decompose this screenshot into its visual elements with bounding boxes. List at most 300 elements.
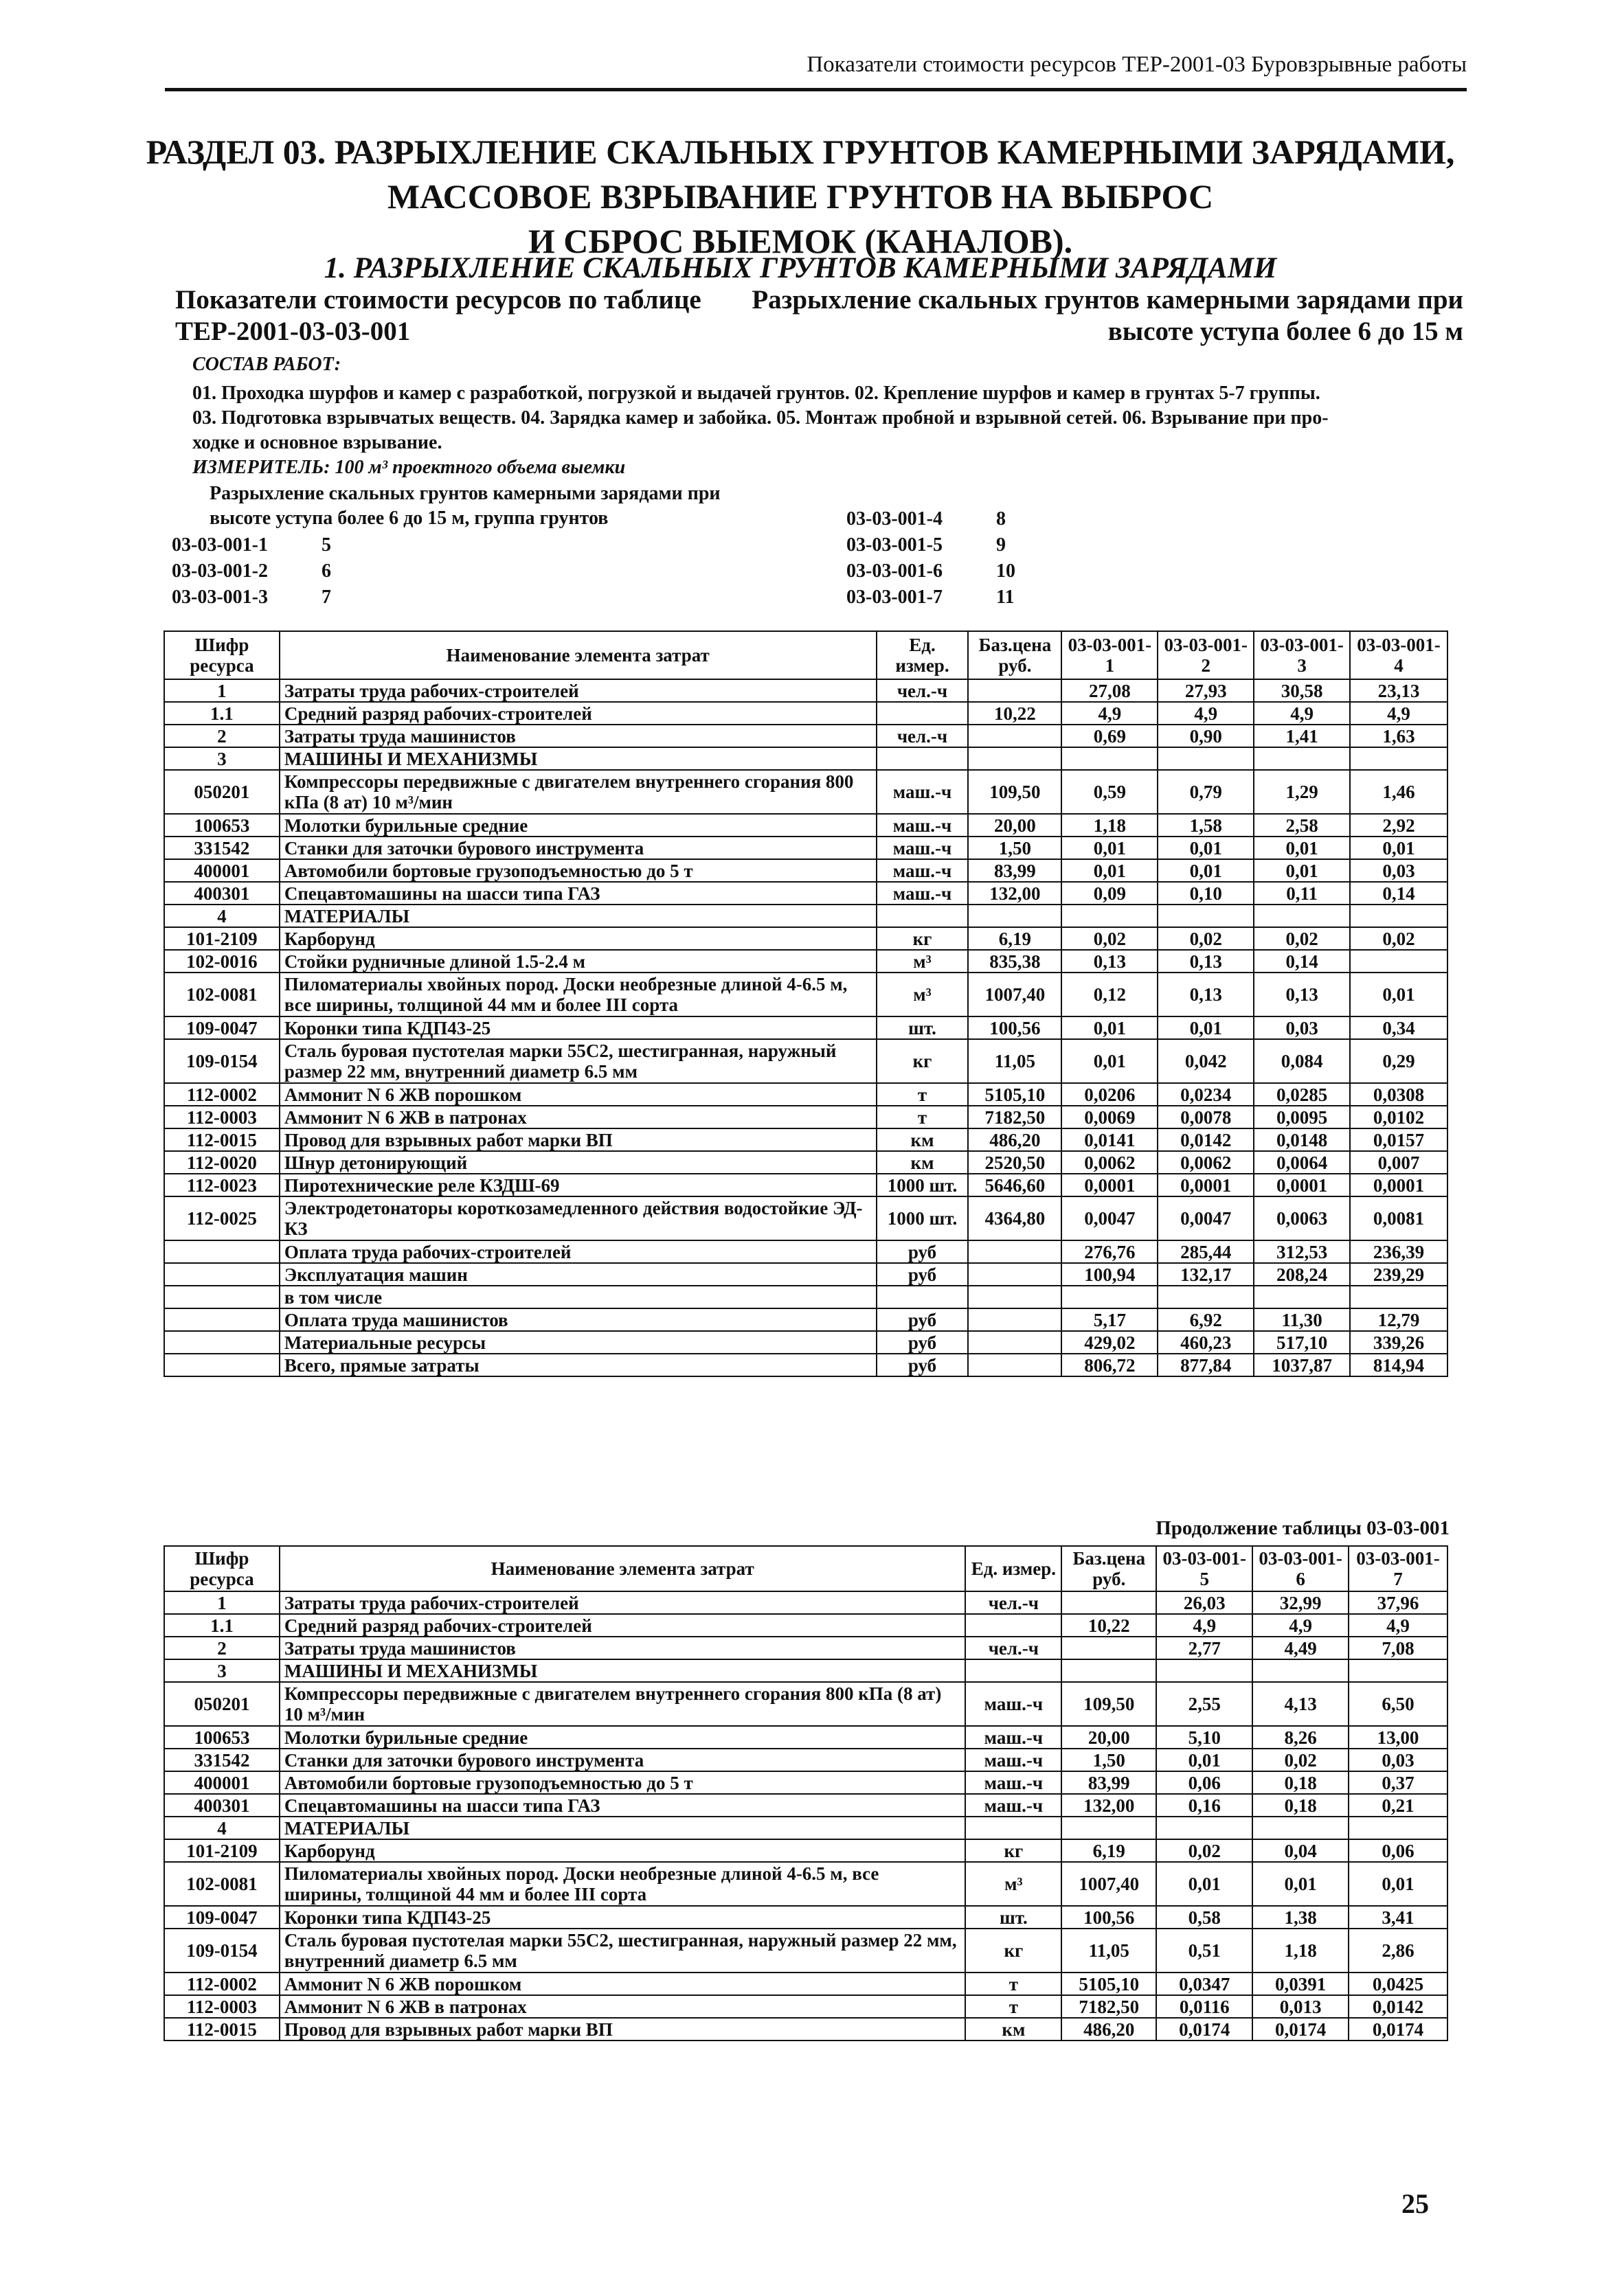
rate-value: 37,96 xyxy=(1349,1591,1447,1614)
resource-name: Аммонит N 6 ЖВ порошком xyxy=(280,1083,877,1106)
total-value: 460,23 xyxy=(1158,1331,1254,1354)
empty-cell xyxy=(164,1354,280,1376)
rate-value: 0,14 xyxy=(1350,882,1447,905)
rate-value: 0,02 xyxy=(1252,1749,1349,1771)
col-header-rate: 03-03-001-2 xyxy=(1158,631,1254,679)
code-row xyxy=(846,558,1015,584)
resource-name: МАТЕРИАЛЫ xyxy=(280,905,877,927)
resource-name: Средний разряд рабочих-строителей xyxy=(280,1614,966,1637)
rate-value: 0,0078 xyxy=(1158,1106,1254,1128)
base-price: 5105,10 xyxy=(968,1083,1061,1106)
work-heading: СОСТАВ РАБОТ: xyxy=(192,354,341,375)
base-price: 7182,50 xyxy=(968,1106,1061,1128)
base-price xyxy=(968,747,1061,770)
table-row xyxy=(164,1906,1447,1929)
unit: маш.-ч xyxy=(877,882,969,905)
resource-code: 101-2109 xyxy=(164,1839,280,1862)
total-value: 132,17 xyxy=(1158,1263,1254,1286)
rate-value: 0,0047 xyxy=(1061,1196,1158,1240)
rate-value xyxy=(1061,905,1158,927)
total-value: 1037,87 xyxy=(1254,1354,1350,1376)
unit: км xyxy=(965,2018,1061,2041)
base-price: 7182,50 xyxy=(1061,1995,1156,2018)
rate-value: 0,0234 xyxy=(1158,1083,1254,1106)
rate-value: 8,26 xyxy=(1252,1726,1349,1749)
base-price: 835,38 xyxy=(968,950,1061,973)
rate-value: 0,0285 xyxy=(1254,1083,1350,1106)
rate-value: 1,18 xyxy=(1252,1929,1349,1973)
subsection-title: 1. РАЗРЫХЛЕНИЕ СКАЛЬНЫХ ГРУНТОВ КАМЕРНЫМИ ЗАРЯДАМИ xyxy=(324,252,1277,284)
unit xyxy=(877,702,969,725)
table-row xyxy=(164,859,1447,882)
rate-value: 0,084 xyxy=(1254,1039,1350,1083)
unit: руб xyxy=(877,1354,969,1376)
resource-code: 112-0003 xyxy=(164,1995,280,2018)
rate-value: 0,0116 xyxy=(1156,1995,1252,2018)
total-value: 6,92 xyxy=(1158,1308,1254,1331)
resource-name: МАШИНЫ И МЕХАНИЗМЫ xyxy=(280,1659,966,1682)
soil-group: 6 xyxy=(322,560,331,582)
base-price: 109,50 xyxy=(1061,1682,1156,1726)
table-row xyxy=(164,725,1447,747)
unit xyxy=(877,747,969,770)
empty-cell xyxy=(968,1308,1061,1331)
rate-value: 0,0102 xyxy=(1350,1106,1447,1128)
rate-value: 0,0001 xyxy=(1158,1174,1254,1196)
rate-value: 0,06 xyxy=(1349,1839,1447,1862)
rate-value xyxy=(1350,950,1447,973)
resource-code: 100653 xyxy=(164,1726,280,1749)
total-label: Оплата труда рабочих-строителей xyxy=(280,1240,877,1263)
table-row xyxy=(164,1174,1447,1196)
empty-cell xyxy=(164,1240,280,1263)
resource-name: Затраты труда машинистов xyxy=(280,725,877,747)
base-price: 20,00 xyxy=(1061,1726,1156,1749)
unit: кг xyxy=(965,1839,1061,1862)
base-price: 1,50 xyxy=(1061,1749,1156,1771)
table-caption-left: Показатели стоимости ресурсов по таблице ТЕР-2001-03-03-001 xyxy=(175,285,701,346)
resource-name: Компрессоры передвижные с двигателем внутреннего сгорания 800 кПа (8 ат) 10 м³/мин xyxy=(280,770,877,814)
unit: т xyxy=(877,1106,969,1128)
rate-value: 27,08 xyxy=(1061,679,1158,702)
rate-value: 0,0064 xyxy=(1254,1151,1350,1174)
rate-value: 2,92 xyxy=(1350,814,1447,837)
rate-value: 1,63 xyxy=(1350,725,1447,747)
unit: маш.-ч xyxy=(877,770,969,814)
base-price: 100,56 xyxy=(968,1016,1061,1039)
table-row xyxy=(164,1929,1447,1973)
header-rule xyxy=(165,88,1467,91)
col-header-code: Шифр ресурса xyxy=(164,631,280,679)
base-price: 4364,80 xyxy=(968,1196,1061,1240)
rate-value: 0,69 xyxy=(1061,725,1158,747)
rate-value: 0,03 xyxy=(1350,859,1447,882)
table-row xyxy=(164,1659,1447,1682)
rate-value: 4,9 xyxy=(1061,702,1158,725)
rate-value: 2,58 xyxy=(1254,814,1350,837)
resource-name: Пиломатериалы хвойных пород. Доски необрезные длиной 4-6.5 м, все ширины, толщиной 44 мм и более III сорта xyxy=(280,1862,966,1906)
unit: маш.-ч xyxy=(877,859,969,882)
resource-table-1 xyxy=(164,630,1448,1377)
total-value: 806,72 xyxy=(1061,1354,1158,1376)
total-value: 814,94 xyxy=(1350,1354,1447,1376)
rate-value: 0,13 xyxy=(1254,973,1350,1016)
resource-code: 109-0047 xyxy=(164,1906,280,1929)
rate-value: 4,13 xyxy=(1252,1682,1349,1726)
base-price: 100,56 xyxy=(1061,1906,1156,1929)
rate-value xyxy=(1158,747,1254,770)
unit: кг xyxy=(965,1929,1061,1973)
resource-name: Компрессоры передвижные с двигателем внутреннего сгорания 800 кПа (8 ат) 10 м³/мин xyxy=(280,1682,966,1726)
base-price: 486,20 xyxy=(1061,2018,1156,2041)
resource-name: Пиротехнические реле КЗДШ-69 xyxy=(280,1174,877,1196)
totals-row xyxy=(164,1263,1447,1286)
code-row xyxy=(846,506,1015,532)
rate-value xyxy=(1349,1817,1447,1839)
total-value: 429,02 xyxy=(1061,1331,1158,1354)
code: 03-03-001-5 xyxy=(846,534,943,556)
resource-name: Карборунд xyxy=(280,1839,966,1862)
resource-code: 2 xyxy=(164,725,280,747)
resource-name: Молотки бурильные средние xyxy=(280,814,877,837)
rate-value: 0,04 xyxy=(1252,1839,1349,1862)
unit: чел.-ч xyxy=(877,679,969,702)
soil-group: 11 xyxy=(996,587,1015,608)
soil-group: 9 xyxy=(996,534,1006,556)
rate-value: 1,58 xyxy=(1158,814,1254,837)
rate-value: 0,0069 xyxy=(1061,1106,1158,1128)
total-value: 208,24 xyxy=(1254,1263,1350,1286)
table-row xyxy=(164,1771,1447,1794)
soil-group: 7 xyxy=(322,587,331,608)
total-value: 285,44 xyxy=(1158,1240,1254,1263)
rate-value: 26,03 xyxy=(1156,1591,1252,1614)
unit xyxy=(965,1614,1061,1637)
unit: маш.-ч xyxy=(965,1749,1061,1771)
rate-value: 23,13 xyxy=(1350,679,1447,702)
unit: маш.-ч xyxy=(877,837,969,859)
total-value: 100,94 xyxy=(1061,1263,1158,1286)
table-header-row xyxy=(164,631,1447,679)
table-row xyxy=(164,1591,1447,1614)
code: 03-03-001-2 xyxy=(172,560,268,582)
resource-table-2 xyxy=(164,1545,1448,2041)
resource-code: 1 xyxy=(164,679,280,702)
resource-name: Карборунд xyxy=(280,927,877,950)
section-title-line2: МАССОВОЕ ВЗРЫВАНИЕ ГРУНТОВ НА ВЫБРОС xyxy=(387,177,1214,216)
total-label: Материальные ресурсы xyxy=(280,1331,877,1354)
rate-value: 0,01 xyxy=(1156,1862,1252,1906)
unit: км xyxy=(877,1151,969,1174)
running-header: Показатели стоимости ресурсов ТЕР-2001-03 Буровзрывные работы xyxy=(807,52,1467,77)
total-value: 236,39 xyxy=(1350,1240,1447,1263)
unit: 1000 шт. xyxy=(877,1174,969,1196)
table-row xyxy=(164,1817,1447,1839)
table-row xyxy=(164,973,1447,1016)
rate-value: 0,01 xyxy=(1158,837,1254,859)
unit xyxy=(965,1659,1061,1682)
rate-value: 0,21 xyxy=(1349,1794,1447,1817)
col-header-rate: 03-03-001-7 xyxy=(1349,1546,1447,1591)
resource-name: МАТЕРИАЛЫ xyxy=(280,1817,966,1839)
resource-name: Молотки бурильные средние xyxy=(280,1726,966,1749)
rate-value: 0,14 xyxy=(1254,950,1350,973)
resource-name: Затраты труда рабочих-строителей xyxy=(280,1591,966,1614)
table-row xyxy=(164,1839,1447,1862)
resource-code: 112-0002 xyxy=(164,1083,280,1106)
unit: м³ xyxy=(877,973,969,1016)
unit: шт. xyxy=(877,1016,969,1039)
rate-value: 0,0062 xyxy=(1061,1151,1158,1174)
rate-value: 0,03 xyxy=(1254,1016,1350,1039)
total-value: 12,79 xyxy=(1350,1308,1447,1331)
rate-value xyxy=(1252,1659,1349,1682)
rate-value: 0,13 xyxy=(1158,973,1254,1016)
rate-value: 4,9 xyxy=(1349,1614,1447,1637)
resource-code: 1 xyxy=(164,1591,280,1614)
description-line-2: высоте уступа более 6 до 15 м, группа грунтов xyxy=(210,508,609,529)
rate-value xyxy=(1156,1659,1252,1682)
resource-code: 400001 xyxy=(164,859,280,882)
table-row xyxy=(164,1995,1447,2018)
rate-value: 0,11 xyxy=(1254,882,1350,905)
resource-name: Спецавтомашины на шасси типа ГАЗ xyxy=(280,1794,966,1817)
rate-value xyxy=(1350,747,1447,770)
empty-cell xyxy=(968,1263,1061,1286)
rate-value: 0,01 xyxy=(1061,1039,1158,1083)
table-row xyxy=(164,1862,1447,1906)
base-price: 83,99 xyxy=(968,859,1061,882)
total-value: 312,53 xyxy=(1254,1240,1350,1263)
rate-value: 0,0142 xyxy=(1158,1128,1254,1151)
base-price xyxy=(968,725,1061,747)
table-row xyxy=(164,1016,1447,1039)
rate-value: 0,0142 xyxy=(1349,1995,1447,2018)
resource-name: Шнур детонирующий xyxy=(280,1151,877,1174)
table-row xyxy=(164,1614,1447,1637)
col-header-rate: 03-03-001-4 xyxy=(1350,631,1447,679)
resource-name: Затраты труда рабочих-строителей xyxy=(280,679,877,702)
unit: маш.-ч xyxy=(965,1771,1061,1794)
total-value: 276,76 xyxy=(1061,1240,1158,1263)
resource-code: 112-0003 xyxy=(164,1106,280,1128)
rate-value: 0,0206 xyxy=(1061,1083,1158,1106)
rate-value: 4,49 xyxy=(1252,1637,1349,1659)
base-price: 1007,40 xyxy=(1061,1862,1156,1906)
total-value xyxy=(1254,1286,1350,1308)
rate-value: 4,9 xyxy=(1350,702,1447,725)
rate-value: 0,18 xyxy=(1252,1794,1349,1817)
rate-value: 0,37 xyxy=(1349,1771,1447,1794)
resource-code: 102-0016 xyxy=(164,950,280,973)
resource-code: 109-0154 xyxy=(164,1929,280,1973)
code-row xyxy=(846,584,1015,611)
rate-value: 0,0095 xyxy=(1254,1106,1350,1128)
resource-name: Затраты труда машинистов xyxy=(280,1637,966,1659)
table-row xyxy=(164,2018,1447,2041)
rate-value: 0,13 xyxy=(1158,950,1254,973)
resource-name: Электродетонаторы короткозамедленного действия водостойкие ЭД-КЗ xyxy=(280,1196,877,1240)
resource-code: 331542 xyxy=(164,837,280,859)
resource-name: Автомобили бортовые грузоподъемностью до 5 т xyxy=(280,859,877,882)
rate-value: 1,41 xyxy=(1254,725,1350,747)
resource-name: Сталь буровая пустотелая марки 55С2, шестигранная, наружный размер 22 мм, внутренний диаметр 6.5 мм xyxy=(280,1039,877,1083)
unit: руб xyxy=(877,1331,969,1354)
unit xyxy=(877,905,969,927)
rate-value: 0,0425 xyxy=(1349,1973,1447,1995)
rate-value: 0,02 xyxy=(1156,1839,1252,1862)
rate-value: 0,0062 xyxy=(1158,1151,1254,1174)
resource-code: 1.1 xyxy=(164,1614,280,1637)
col-header-code: Шифр ресурса xyxy=(164,1546,280,1591)
rate-value: 0,0347 xyxy=(1156,1973,1252,1995)
total-value: 517,10 xyxy=(1254,1331,1350,1354)
total-value: 5,17 xyxy=(1061,1308,1158,1331)
col-header-rate: 03-03-001-6 xyxy=(1252,1546,1349,1591)
rate-value: 0,01 xyxy=(1349,1862,1447,1906)
resource-code: 331542 xyxy=(164,1749,280,1771)
base-price: 132,00 xyxy=(1061,1794,1156,1817)
code: 03-03-001-3 xyxy=(172,587,268,608)
unit: маш.-ч xyxy=(965,1726,1061,1749)
base-price: 11,05 xyxy=(1061,1929,1156,1973)
description-line-1: Разрыхление скальных грунтов камерными зарядами при xyxy=(210,483,721,504)
rate-value: 0,013 xyxy=(1252,1995,1349,2018)
total-value: 339,26 xyxy=(1350,1331,1447,1354)
table-row xyxy=(164,1973,1447,1995)
rate-value: 0,18 xyxy=(1252,1771,1349,1794)
rate-value: 0,01 xyxy=(1254,837,1350,859)
measure-unit: ИЗМЕРИТЕЛЬ: 100 м³ проектного объема выемки xyxy=(192,457,626,478)
rate-value: 0,01 xyxy=(1158,1016,1254,1039)
codes-left xyxy=(172,532,331,611)
resource-name: Стойки рудничные длиной 1.5-2.4 м xyxy=(280,950,877,973)
table-row xyxy=(164,1196,1447,1240)
totals-row xyxy=(164,1286,1447,1308)
total-value: 239,29 xyxy=(1350,1263,1447,1286)
rate-value: 0,007 xyxy=(1350,1151,1447,1174)
rate-value: 1,38 xyxy=(1252,1906,1349,1929)
resource-code: 050201 xyxy=(164,770,280,814)
col-header-unit: Ед. измер. xyxy=(965,1546,1061,1591)
col-header-unit: Ед. измер. xyxy=(877,631,969,679)
rate-value: 0,02 xyxy=(1350,927,1447,950)
rate-value: 7,08 xyxy=(1349,1637,1447,1659)
rate-value: 13,00 xyxy=(1349,1726,1447,1749)
rate-value: 4,9 xyxy=(1158,702,1254,725)
resource-name: Провод для взрывных работ марки ВП xyxy=(280,1128,877,1151)
empty-cell xyxy=(968,1354,1061,1376)
resource-code: 102-0081 xyxy=(164,973,280,1016)
soil-group: 5 xyxy=(322,534,331,556)
rate-value: 0,0174 xyxy=(1349,2018,1447,2041)
work-line-2: 03. Подготовка взрывчатых веществ. 04. Зарядка камер и забойка. 05. Монтаж пробной и взрывной сетей. 06. Взрывание при про- xyxy=(192,407,1329,429)
unit: кг xyxy=(877,1039,969,1083)
unit: чел.-ч xyxy=(965,1591,1061,1614)
code-row xyxy=(172,532,331,558)
resource-name: Спецавтомашины на шасси типа ГАЗ xyxy=(280,882,877,905)
base-price: 5105,10 xyxy=(1061,1973,1156,1995)
totals-row xyxy=(164,1354,1447,1376)
rate-value: 0,58 xyxy=(1156,1906,1252,1929)
table-row xyxy=(164,814,1447,837)
unit: м³ xyxy=(965,1862,1061,1906)
rate-value: 0,0391 xyxy=(1252,1973,1349,1995)
section-title-line3: И СБРОС ВЫЕМОК (КАНАЛОВ). xyxy=(528,222,1073,260)
code-row xyxy=(172,584,331,611)
base-price: 6,19 xyxy=(1061,1839,1156,1862)
resource-code: 4 xyxy=(164,1817,280,1839)
base-price: 83,99 xyxy=(1061,1771,1156,1794)
empty-cell xyxy=(968,1240,1061,1263)
table-row xyxy=(164,747,1447,770)
totals-row xyxy=(164,1308,1447,1331)
rate-value: 0,29 xyxy=(1350,1039,1447,1083)
table-row xyxy=(164,1749,1447,1771)
rate-value: 0,0148 xyxy=(1254,1128,1350,1151)
col-header-name: Наименование элемента затрат xyxy=(280,631,877,679)
table-row xyxy=(164,1039,1447,1083)
rate-value: 0,51 xyxy=(1156,1929,1252,1973)
resource-code: 1.1 xyxy=(164,702,280,725)
resource-code: 112-0023 xyxy=(164,1174,280,1196)
rate-value: 0,02 xyxy=(1158,927,1254,950)
resource-name: Пиломатериалы хвойных пород. Доски необрезные длиной 4-6.5 м, все ширины, толщиной 44 мм и более III сорта xyxy=(280,973,877,1016)
table-row xyxy=(164,1151,1447,1174)
resource-code: 101-2109 xyxy=(164,927,280,950)
rate-value: 0,0001 xyxy=(1350,1174,1447,1196)
rate-value: 0,01 xyxy=(1350,973,1447,1016)
rate-value: 3,41 xyxy=(1349,1906,1447,1929)
rate-value: 0,13 xyxy=(1061,950,1158,973)
rate-value xyxy=(1254,905,1350,927)
resource-code: 112-0020 xyxy=(164,1151,280,1174)
base-price: 5646,60 xyxy=(968,1174,1061,1196)
total-value: 11,30 xyxy=(1254,1308,1350,1331)
rate-value: 0,01 xyxy=(1061,837,1158,859)
total-label: Эксплуатация машин xyxy=(280,1263,877,1286)
rate-value: 0,79 xyxy=(1158,770,1254,814)
rate-value: 0,01 xyxy=(1350,837,1447,859)
rate-value: 0,0063 xyxy=(1254,1196,1350,1240)
table-row xyxy=(164,1128,1447,1151)
resource-code: 112-0015 xyxy=(164,1128,280,1151)
rate-value: 0,02 xyxy=(1254,927,1350,950)
rate-value xyxy=(1349,1659,1447,1682)
resource-code: 400301 xyxy=(164,882,280,905)
unit: т xyxy=(965,1995,1061,2018)
col-header-rate: 03-03-001-1 xyxy=(1061,631,1158,679)
col-header-price: Баз.цена руб. xyxy=(1061,1546,1156,1591)
rate-value: 32,99 xyxy=(1252,1591,1349,1614)
rate-value: 6,50 xyxy=(1349,1682,1447,1726)
empty-cell xyxy=(164,1331,280,1354)
total-label: в том числе xyxy=(280,1286,877,1308)
resource-name: Коронки типа КДП43-25 xyxy=(280,1016,877,1039)
unit: маш.-ч xyxy=(965,1682,1061,1726)
rate-value: 0,34 xyxy=(1350,1016,1447,1039)
rate-value: 2,55 xyxy=(1156,1682,1252,1726)
code: 03-03-001-4 xyxy=(846,508,943,530)
base-price: 486,20 xyxy=(968,1128,1061,1151)
resource-code: 2 xyxy=(164,1637,280,1659)
base-price: 132,00 xyxy=(968,882,1061,905)
rate-value: 5,10 xyxy=(1156,1726,1252,1749)
rate-value: 0,02 xyxy=(1061,927,1158,950)
rate-value: 0,10 xyxy=(1158,882,1254,905)
rate-value xyxy=(1156,1817,1252,1839)
empty-cell xyxy=(164,1263,280,1286)
